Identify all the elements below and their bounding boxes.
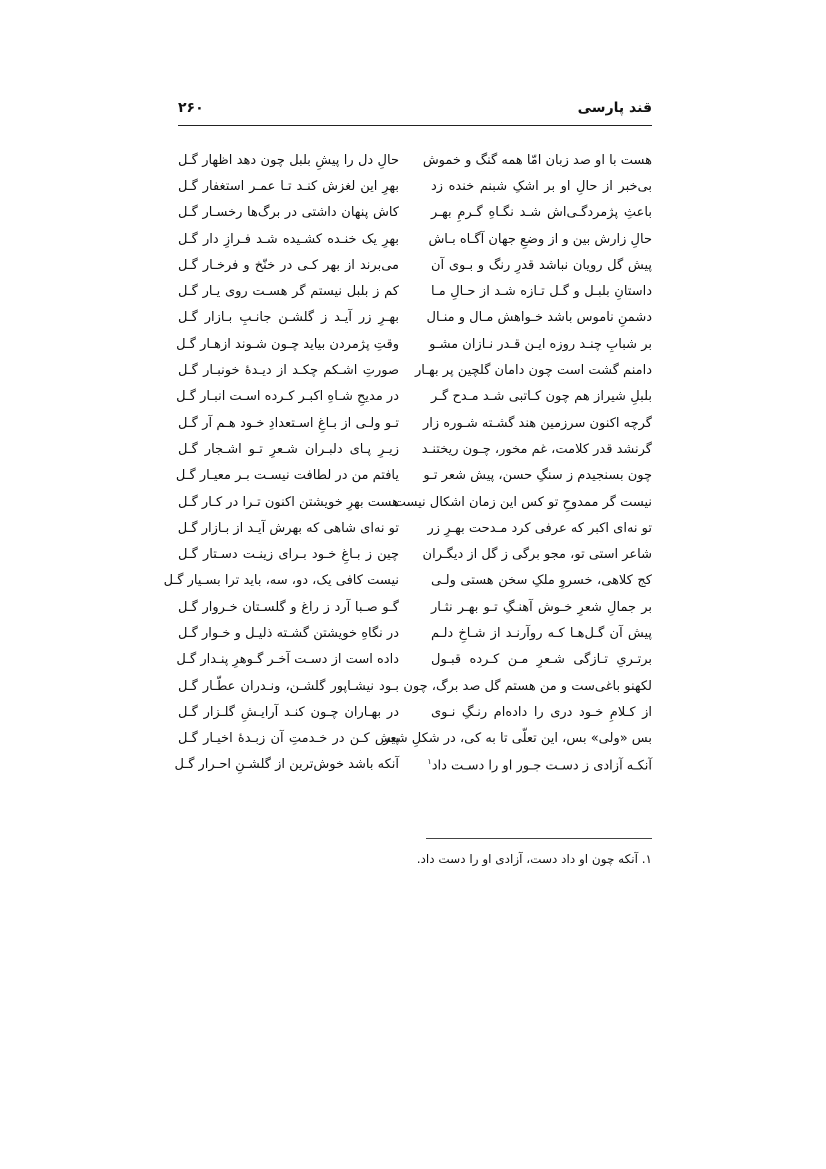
hemistich-left: هست بهرِ خویشتن اکنون تـرا در کـار گـل <box>177 494 399 510</box>
hemistich-right: بلبلِ شیراز هم چون کـاتبی شـد مـدح گـر <box>431 389 652 405</box>
hemistich-right: بی‌خبر از حالِ او بر اشکِ شبنم خنده زد <box>431 178 652 194</box>
couplet <box>178 647 652 673</box>
footnote: ۱. آنکه چون او داد دست، آزادی او را دست داد. <box>416 852 652 866</box>
page-number: ۲۶۰ <box>178 100 204 116</box>
couplet <box>178 147 652 173</box>
hemistich-left: یافتم من در لطافت نیسـت بـر معیـار گـل <box>175 468 399 484</box>
couplet <box>178 436 652 462</box>
hemistich-left: بهـرِ زر آیـد ز گلشـن جانـبِ بـازار گـل <box>178 310 399 326</box>
hemistich-right: گرنشد قدر کلامت، غم مخور، چـون ریختنـد <box>421 441 652 457</box>
hemistich-left: در نگاهِ خویشتن گشـته ذلیـل و خـوار گـل <box>178 625 399 641</box>
hemistich-left: داده است از دسـت آخـر گـوهرِ پنـدار گـل <box>176 652 399 668</box>
hemistich-left: گـو صـبا آرد ز راغ و گلسـتان خـروار گـل <box>178 599 399 615</box>
couplet <box>178 489 652 515</box>
hemistich-left: در مدیحِ شـاهِ اکبـر کـرده اسـت انبـار گـل <box>176 389 399 405</box>
hemistich-right: حالِ زارش بین و از وضعِ جهان آگـاه بـاش <box>428 231 652 247</box>
poem-body <box>163 147 652 778</box>
couplet <box>178 620 652 646</box>
couplet <box>178 410 652 436</box>
hemistich-right: کج کلاهی، خسروِ ملکِ سخن هستی ولـی <box>431 573 652 589</box>
hemistich-right: بر جمالِ شعرِ خـوش آهنـگِ تـو بهـر نثـار <box>431 599 652 615</box>
hemistich-left: حالِ دل را پیشِ بلبل چون دهد اظهار گـل <box>178 152 399 168</box>
hemistich-right: لکهنو باغی‌ست و من هستم گل صد برگ، چون <box>403 678 652 694</box>
hemistich-left: پیش کـن در خـدمتِ آن زبـدهٔ اخیـار گـل <box>178 731 399 747</box>
hemistich-right: دامنم گشت است چون دامان گلچین پر بهـار <box>414 363 652 379</box>
hemistich-left: صورتِ اشـکم چکـد از دیـدهٔ خونبـار گـل <box>178 363 399 379</box>
hemistich-left: بهرِ یک خنـده کشـیده شـد فـرازِ دار گـل <box>178 231 399 247</box>
hemistich-left: بـود نیشـاپور گلشـن، ونـدران عطّـار گـل <box>178 678 399 694</box>
footnote-rule <box>426 838 652 839</box>
couplet <box>163 568 652 594</box>
hemistich-right: داستانِ بلبـل و گـل تـازه شـد از حـالِ مـا <box>431 284 652 300</box>
hemistich-right: باعثِ پژمردگـی‌اش شـد نگـاهِ گـرمِ بهـر <box>431 205 652 221</box>
hemistich-right: از کـلامِ خـود دری را داده‌ام رنـگِ نـوی <box>431 704 652 720</box>
couplet <box>178 541 652 567</box>
hemistich-right: هست با او صد زبان امّا همه گنگ و خموش <box>422 152 652 168</box>
couplet <box>178 305 652 331</box>
page-header <box>178 100 652 124</box>
hemistich-left: چین ز بـاغِ خـود بـرای زینـت دسـتار گـل <box>178 547 399 563</box>
hemistich-right: بر شبابِ چنـد روزه ایـن قـدر نـازان مشـو <box>429 336 652 352</box>
hemistich-right: چون بسنجیدم ز سنگِ حسن، پیش شعر تـو <box>423 468 652 484</box>
hemistich-right: آنکـه آزادی ز دسـت جـور او را دسـت داد$^۱$ <box>427 756 652 774</box>
header-rule <box>178 125 652 126</box>
couplet <box>178 357 652 383</box>
couplet <box>178 226 652 252</box>
hemistich-left: تو نه‌ای شاهی که بهرش آیـد از بـازار گـل <box>177 520 399 536</box>
couplet <box>175 463 652 489</box>
footnote-marker: ۱ <box>427 756 432 766</box>
hemistich-left: وقتِ پژمردن بیاید چـون شـوند ازهـار گـل <box>176 336 399 352</box>
hemistich-right: پیش آن گـل‌هـا کـه روآرنـد از شـاخِ دلـم <box>431 625 652 641</box>
hemistich-right: گرچه اکنون سرزمین هند گشـته شـوره زار <box>422 415 652 431</box>
running-title: قند پارسی <box>577 100 652 116</box>
couplet <box>178 594 652 620</box>
hemistich-left: تـو ولـی از بـاغِ اسـتعدادِ خـود هـم آر گـل <box>178 415 399 431</box>
couplet <box>178 331 652 357</box>
hemistich-left: می‌برند از بهر کـی در خنّخ و فرخـار گـل <box>178 257 399 273</box>
hemistich-left: در بهـاران چـون کنـد آرایـشِ گلـزار گـل <box>178 704 399 720</box>
couplet <box>178 200 652 226</box>
hemistich-left: نیست کافی یک، دو، سه، باید ترا بسـیار گـل <box>163 573 399 589</box>
couplet <box>178 673 652 699</box>
hemistich-left: بهرِ این لغزش کنـد تـا عمـر استغفار گـل <box>178 178 399 194</box>
hemistich-right: شاعر استی تو، مجو برگی ز گل از دیگـران <box>422 547 652 563</box>
hemistich-right: نیست گر ممدوحِ تو کس این زمان اشکال نیست <box>393 494 652 510</box>
couplet <box>178 726 652 752</box>
hemistich-right: تو نه‌ای اکبر که عرفی کرد مـدحت بهـرِ زر <box>427 520 652 536</box>
hemistich-right: پیش گل رویان نباشد قدرِ رنگ و بـوی آن <box>431 257 652 273</box>
couplet <box>178 384 652 410</box>
couplet <box>178 252 652 278</box>
hemistich-left: آنکه باشد خوش‌ترین از گلشـنِ احـرار گـل <box>174 757 399 773</box>
hemistich-left: کم ز بلبل نیستم گر هسـت روی یـار گـل <box>178 284 399 300</box>
couplet <box>178 278 652 304</box>
couplet <box>174 752 652 778</box>
hemistich-right: برتـریِ تـازگی شـعرِ مـن کـرده قبـول <box>431 652 652 668</box>
couplet <box>178 173 652 199</box>
couplet <box>178 699 652 725</box>
hemistich-left: زیـرِ پـای دلبـران شـعرِ تـو اشـجار گـل <box>178 441 399 457</box>
couplet <box>178 515 652 541</box>
hemistich-right: بس «ولی» بس، این تعلّی تا به کی، در شکلِ شعر <box>383 731 652 747</box>
hemistich-left: کاش پنهان داشتی در برگ‌ها رخسـار گـل <box>178 205 399 221</box>
hemistich-right: دشمنِ ناموس باشد خـواهش مـال و منـال <box>426 310 652 326</box>
